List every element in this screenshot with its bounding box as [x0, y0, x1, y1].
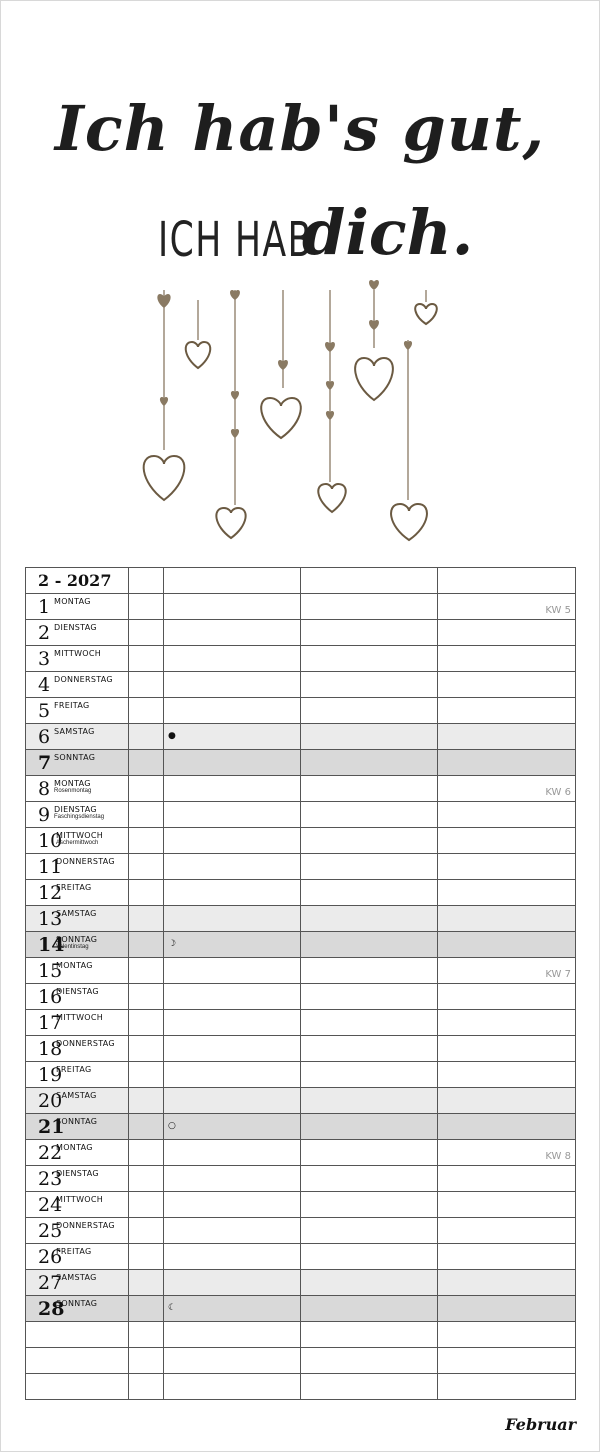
entry-cell-1[interactable]: [164, 1114, 301, 1140]
column-header-1: [164, 568, 301, 594]
day-row: [26, 1296, 576, 1322]
moon-cell: [129, 1166, 164, 1192]
entry-cell-2[interactable]: [301, 1218, 438, 1244]
entry-cell-2[interactable]: [301, 672, 438, 698]
empty-cell: [26, 1348, 129, 1374]
day-row: [26, 1244, 576, 1270]
weekday-name: MITTWOCH: [56, 1195, 104, 1204]
day-number: 13: [38, 908, 63, 930]
day-number: 14: [38, 934, 65, 956]
moon-column-header: [129, 568, 164, 594]
entry-cell-1[interactable]: [164, 828, 301, 854]
weekday-name: MONTAG: [54, 597, 91, 606]
empty-cell: [26, 1322, 129, 1348]
day-label-cell: [26, 1270, 129, 1296]
entry-cell-3[interactable]: [438, 984, 576, 1010]
entry-cell-2[interactable]: [301, 1244, 438, 1270]
entry-cell-2[interactable]: [301, 620, 438, 646]
day-label-cell: [26, 594, 129, 620]
empty-cell[interactable]: [301, 1348, 438, 1374]
entry-cell-3[interactable]: [438, 1244, 576, 1270]
entry-cell-1[interactable]: [164, 1296, 301, 1322]
entry-cell-1[interactable]: [164, 906, 301, 932]
weekday-name: MONTAG: [56, 1143, 93, 1152]
day-label-cell: [26, 880, 129, 906]
column-header-2: [301, 568, 438, 594]
headline-line2-prefix: ICH HAB: [158, 212, 313, 268]
weekday-name: FREITAG: [56, 1065, 92, 1074]
day-row: [26, 906, 576, 932]
moon-cell: [129, 750, 164, 776]
empty-cell[interactable]: [438, 1374, 576, 1400]
day-number: 27: [38, 1272, 63, 1294]
empty-row: [26, 1374, 576, 1400]
entry-cell-3[interactable]: [438, 906, 576, 932]
day-number: 22: [38, 1142, 63, 1164]
moon-cell: [129, 984, 164, 1010]
moon-cell: [129, 880, 164, 906]
day-label-cell: [26, 1192, 129, 1218]
holiday-name: Faschingsdienstag: [54, 814, 105, 820]
empty-cell[interactable]: [164, 1322, 301, 1348]
entry-cell-3[interactable]: [438, 776, 576, 802]
entry-cell-2[interactable]: [301, 594, 438, 620]
column-header-3: [438, 568, 576, 594]
entry-cell-2[interactable]: [301, 776, 438, 802]
moon-cell: [129, 958, 164, 984]
entry-cell-1[interactable]: [164, 724, 301, 750]
entry-cell-3[interactable]: [438, 646, 576, 672]
day-row: [26, 1010, 576, 1036]
empty-row: [26, 1348, 576, 1374]
day-label-cell: [26, 1140, 129, 1166]
day-row: [26, 1270, 576, 1296]
entry-cell-1[interactable]: [164, 776, 301, 802]
weekday-name: DONNERSTAG: [56, 1039, 115, 1048]
entry-cell-1[interactable]: [164, 880, 301, 906]
day-row: [26, 880, 576, 906]
day-label-cell: [26, 750, 129, 776]
moon-cell: [129, 672, 164, 698]
holiday-name: Aschermittwoch: [56, 840, 99, 846]
entry-cell-2[interactable]: [301, 880, 438, 906]
moon-cell: [129, 1062, 164, 1088]
day-label-cell: [26, 1218, 129, 1244]
moon-cell: [129, 1088, 164, 1114]
entry-cell-3[interactable]: [438, 1192, 576, 1218]
day-row: [26, 620, 576, 646]
empty-cell: [26, 1374, 129, 1400]
day-number: 3: [38, 648, 51, 670]
entry-cell-1[interactable]: [164, 1166, 301, 1192]
weekday-name: SONNTAG: [56, 1117, 98, 1126]
entry-cell-2[interactable]: [301, 1270, 438, 1296]
day-number: 28: [38, 1298, 65, 1320]
moon-cell: [129, 1114, 164, 1140]
entry-cell-2[interactable]: [301, 698, 438, 724]
calendar-week-label: KW 6: [545, 787, 571, 798]
day-label-cell: [26, 828, 129, 854]
entry-cell-1[interactable]: [164, 1036, 301, 1062]
headline-line2-script: dich.: [302, 196, 474, 269]
empty-cell[interactable]: [164, 1374, 301, 1400]
holiday-name: Rosenmontag: [54, 788, 92, 794]
moon-cell: [129, 1010, 164, 1036]
day-number: 7: [38, 752, 52, 774]
entry-cell-3[interactable]: [438, 1088, 576, 1114]
month-year-title: 2 - 2027: [26, 568, 129, 594]
calendar-week-label: KW 5: [545, 605, 571, 616]
month-label: Februar: [505, 1415, 576, 1434]
entry-cell-2[interactable]: [301, 1036, 438, 1062]
entry-cell-2[interactable]: [301, 906, 438, 932]
weekday-name: DIENSTAG: [54, 623, 97, 632]
day-label-cell: [26, 802, 129, 828]
entry-cell-2[interactable]: [301, 1088, 438, 1114]
entry-cell-3[interactable]: [438, 958, 576, 984]
day-number: 1: [38, 596, 51, 618]
entry-cell-2[interactable]: [301, 1192, 438, 1218]
moon-cell: [129, 1270, 164, 1296]
entry-cell-3[interactable]: [438, 1166, 576, 1192]
day-row: [26, 750, 576, 776]
empty-cell[interactable]: [301, 1322, 438, 1348]
entry-cell-3[interactable]: [438, 620, 576, 646]
day-row: [26, 776, 576, 802]
entry-cell-1[interactable]: [164, 1140, 301, 1166]
entry-cell-1[interactable]: [164, 672, 301, 698]
day-number: 6: [38, 726, 51, 748]
day-number: 5: [38, 700, 51, 722]
entry-cell-2[interactable]: [301, 1010, 438, 1036]
weekday-name: SAMSTAG: [56, 1273, 97, 1282]
weekday-name: SONNTAG: [54, 753, 96, 762]
holiday-name: Valentinstag: [56, 944, 89, 950]
entry-cell-2[interactable]: [301, 932, 438, 958]
entry-cell-3[interactable]: [438, 880, 576, 906]
weekday-name: SAMSTAG: [56, 1091, 97, 1100]
moon-cell: [129, 1244, 164, 1270]
day-number: 8: [38, 778, 51, 800]
entry-cell-1[interactable]: [164, 646, 301, 672]
entry-cell-1[interactable]: [164, 854, 301, 880]
day-label-cell: [26, 620, 129, 646]
day-number: 24: [38, 1194, 63, 1216]
weekday-name: FREITAG: [54, 701, 90, 710]
entry-cell-3[interactable]: [438, 854, 576, 880]
day-number: 23: [38, 1168, 63, 1190]
weekday-name: MITTWOCH: [56, 1013, 104, 1022]
weekday-name: DONNERSTAG: [56, 1221, 115, 1230]
day-row: [26, 828, 576, 854]
entry-cell-3[interactable]: [438, 802, 576, 828]
day-number: 17: [38, 1012, 63, 1034]
entry-cell-3[interactable]: [438, 828, 576, 854]
day-number: 12: [38, 882, 63, 904]
weekday-name: DIENSTAG: [54, 805, 97, 814]
entry-cell-3[interactable]: [438, 1036, 576, 1062]
entry-cell-2[interactable]: [301, 1140, 438, 1166]
day-label-cell: [26, 1062, 129, 1088]
day-row: [26, 1036, 576, 1062]
day-label-cell: [26, 724, 129, 750]
entry-cell-2[interactable]: [301, 854, 438, 880]
weekday-name: FREITAG: [56, 1247, 92, 1256]
day-number: 19: [38, 1064, 63, 1086]
moon-cell: [129, 1192, 164, 1218]
entry-cell-2[interactable]: [301, 1296, 438, 1322]
moon-cell: [129, 1296, 164, 1322]
entry-cell-3[interactable]: [438, 1062, 576, 1088]
weekday-name: MONTAG: [54, 779, 91, 788]
entry-cell-3[interactable]: [438, 1270, 576, 1296]
day-number: 26: [38, 1246, 63, 1268]
day-row: [26, 1192, 576, 1218]
day-label-cell: [26, 1166, 129, 1192]
entry-cell-3[interactable]: [438, 1010, 576, 1036]
day-number: 11: [38, 856, 63, 878]
day-number: 20: [38, 1090, 63, 1112]
day-row: [26, 1114, 576, 1140]
day-label-cell: [26, 854, 129, 880]
moon-cell: [129, 776, 164, 802]
day-row: [26, 854, 576, 880]
entry-cell-3[interactable]: [438, 1140, 576, 1166]
weekday-name: SAMSTAG: [54, 727, 95, 736]
headline-line1: Ich hab's gut,: [54, 92, 546, 165]
weekday-name: SONNTAG: [56, 935, 98, 944]
full-moon-icon: ○: [168, 1121, 176, 1131]
entry-cell-1[interactable]: [164, 802, 301, 828]
entry-cell-1[interactable]: [164, 1010, 301, 1036]
day-label-cell: [26, 776, 129, 802]
entry-cell-2[interactable]: [301, 802, 438, 828]
day-row: [26, 724, 576, 750]
entry-cell-1[interactable]: [164, 1192, 301, 1218]
first-quarter-moon-icon: ☽: [168, 939, 177, 949]
entry-cell-1[interactable]: [164, 750, 301, 776]
day-number: 2: [38, 622, 51, 644]
moon-cell: [129, 802, 164, 828]
day-row: [26, 984, 576, 1010]
empty-cell[interactable]: [164, 1348, 301, 1374]
day-number: 4: [38, 674, 51, 696]
calendar-week-label: KW 7: [545, 969, 571, 980]
moon-cell: [129, 1036, 164, 1062]
entry-cell-2[interactable]: [301, 1166, 438, 1192]
entry-cell-3[interactable]: [438, 1114, 576, 1140]
entry-cell-3[interactable]: [438, 594, 576, 620]
entry-cell-3[interactable]: [438, 672, 576, 698]
day-number: 16: [38, 986, 63, 1008]
entry-cell-1[interactable]: [164, 984, 301, 1010]
day-row: [26, 802, 576, 828]
moon-cell: [129, 698, 164, 724]
day-row: [26, 932, 576, 958]
entry-cell-2[interactable]: [301, 646, 438, 672]
entry-cell-2[interactable]: [301, 1062, 438, 1088]
day-row: [26, 1218, 576, 1244]
day-number: 18: [38, 1038, 63, 1060]
weekday-name: SAMSTAG: [56, 909, 97, 918]
day-label-cell: [26, 1296, 129, 1322]
weekday-name: MITTWOCH: [56, 831, 104, 840]
entry-cell-2[interactable]: [301, 984, 438, 1010]
day-label-cell: [26, 698, 129, 724]
weekday-name: SONNTAG: [56, 1299, 98, 1308]
weekday-name: MITTWOCH: [54, 649, 102, 658]
empty-cell[interactable]: [301, 1374, 438, 1400]
day-number: 10: [38, 830, 63, 852]
entry-cell-1[interactable]: [164, 594, 301, 620]
moon-cell: [129, 854, 164, 880]
day-label-cell: [26, 1244, 129, 1270]
hanging-hearts-illustration: [130, 260, 460, 550]
moon-cell: [129, 594, 164, 620]
day-label-cell: [26, 672, 129, 698]
day-number: 15: [38, 960, 63, 982]
day-row: [26, 672, 576, 698]
calendar-header-row: [26, 568, 576, 594]
weekday-name: DIENSTAG: [56, 987, 99, 996]
moon-cell: [129, 828, 164, 854]
entry-cell-2[interactable]: [301, 724, 438, 750]
entry-cell-2[interactable]: [301, 958, 438, 984]
day-label-cell: [26, 646, 129, 672]
entry-cell-3[interactable]: [438, 1296, 576, 1322]
moon-cell: [129, 1218, 164, 1244]
day-number: 25: [38, 1220, 63, 1242]
moon-cell: [129, 932, 164, 958]
moon-cell: [129, 646, 164, 672]
weekday-name: MONTAG: [56, 961, 93, 970]
entry-cell-1[interactable]: [164, 1244, 301, 1270]
entry-cell-3[interactable]: [438, 932, 576, 958]
entry-cell-3[interactable]: [438, 1218, 576, 1244]
day-label-cell: [26, 932, 129, 958]
day-label-cell: [26, 1036, 129, 1062]
entry-cell-1[interactable]: [164, 958, 301, 984]
moon-cell: [129, 620, 164, 646]
day-row: [26, 1088, 576, 1114]
entry-cell-1[interactable]: [164, 1270, 301, 1296]
day-label-cell: [26, 1114, 129, 1140]
day-row: [26, 698, 576, 724]
day-number: 21: [38, 1116, 65, 1138]
entry-cell-3[interactable]: [438, 724, 576, 750]
day-label-cell: [26, 1088, 129, 1114]
moon-cell: [129, 724, 164, 750]
weekday-name: FREITAG: [56, 883, 92, 892]
day-row: [26, 594, 576, 620]
last-quarter-moon-icon: ☾: [168, 1303, 177, 1313]
day-row: [26, 1166, 576, 1192]
day-number: 9: [38, 804, 51, 826]
weekday-name: DONNERSTAG: [56, 857, 115, 866]
day-row: [26, 1062, 576, 1088]
empty-cell: [129, 1374, 164, 1400]
entry-cell-1[interactable]: [164, 1218, 301, 1244]
day-label-cell: [26, 958, 129, 984]
calendar-week-label: KW 8: [545, 1151, 571, 1162]
moon-cell: [129, 1140, 164, 1166]
weekday-name: DIENSTAG: [56, 1169, 99, 1178]
empty-cell[interactable]: [438, 1322, 576, 1348]
entry-cell-2[interactable]: [301, 828, 438, 854]
day-label-cell: [26, 906, 129, 932]
entry-cell-1[interactable]: [164, 932, 301, 958]
day-row: [26, 958, 576, 984]
day-label-cell: [26, 984, 129, 1010]
entry-cell-2[interactable]: [301, 1114, 438, 1140]
entry-cell-3[interactable]: [438, 698, 576, 724]
entry-cell-3[interactable]: [438, 750, 576, 776]
entry-cell-1[interactable]: [164, 1062, 301, 1088]
day-row: [26, 646, 576, 672]
day-label-cell: [26, 1010, 129, 1036]
new-moon-icon: ●: [168, 731, 176, 741]
day-row: [26, 1140, 576, 1166]
calendar-table: [25, 567, 576, 1400]
entry-cell-1[interactable]: [164, 1088, 301, 1114]
empty-cell: [129, 1322, 164, 1348]
entry-cell-1[interactable]: [164, 620, 301, 646]
entry-cell-2[interactable]: [301, 750, 438, 776]
entry-cell-1[interactable]: [164, 698, 301, 724]
empty-cell: [129, 1348, 164, 1374]
empty-cell[interactable]: [438, 1348, 576, 1374]
empty-row: [26, 1322, 576, 1348]
weekday-name: DONNERSTAG: [54, 675, 113, 684]
moon-cell: [129, 906, 164, 932]
